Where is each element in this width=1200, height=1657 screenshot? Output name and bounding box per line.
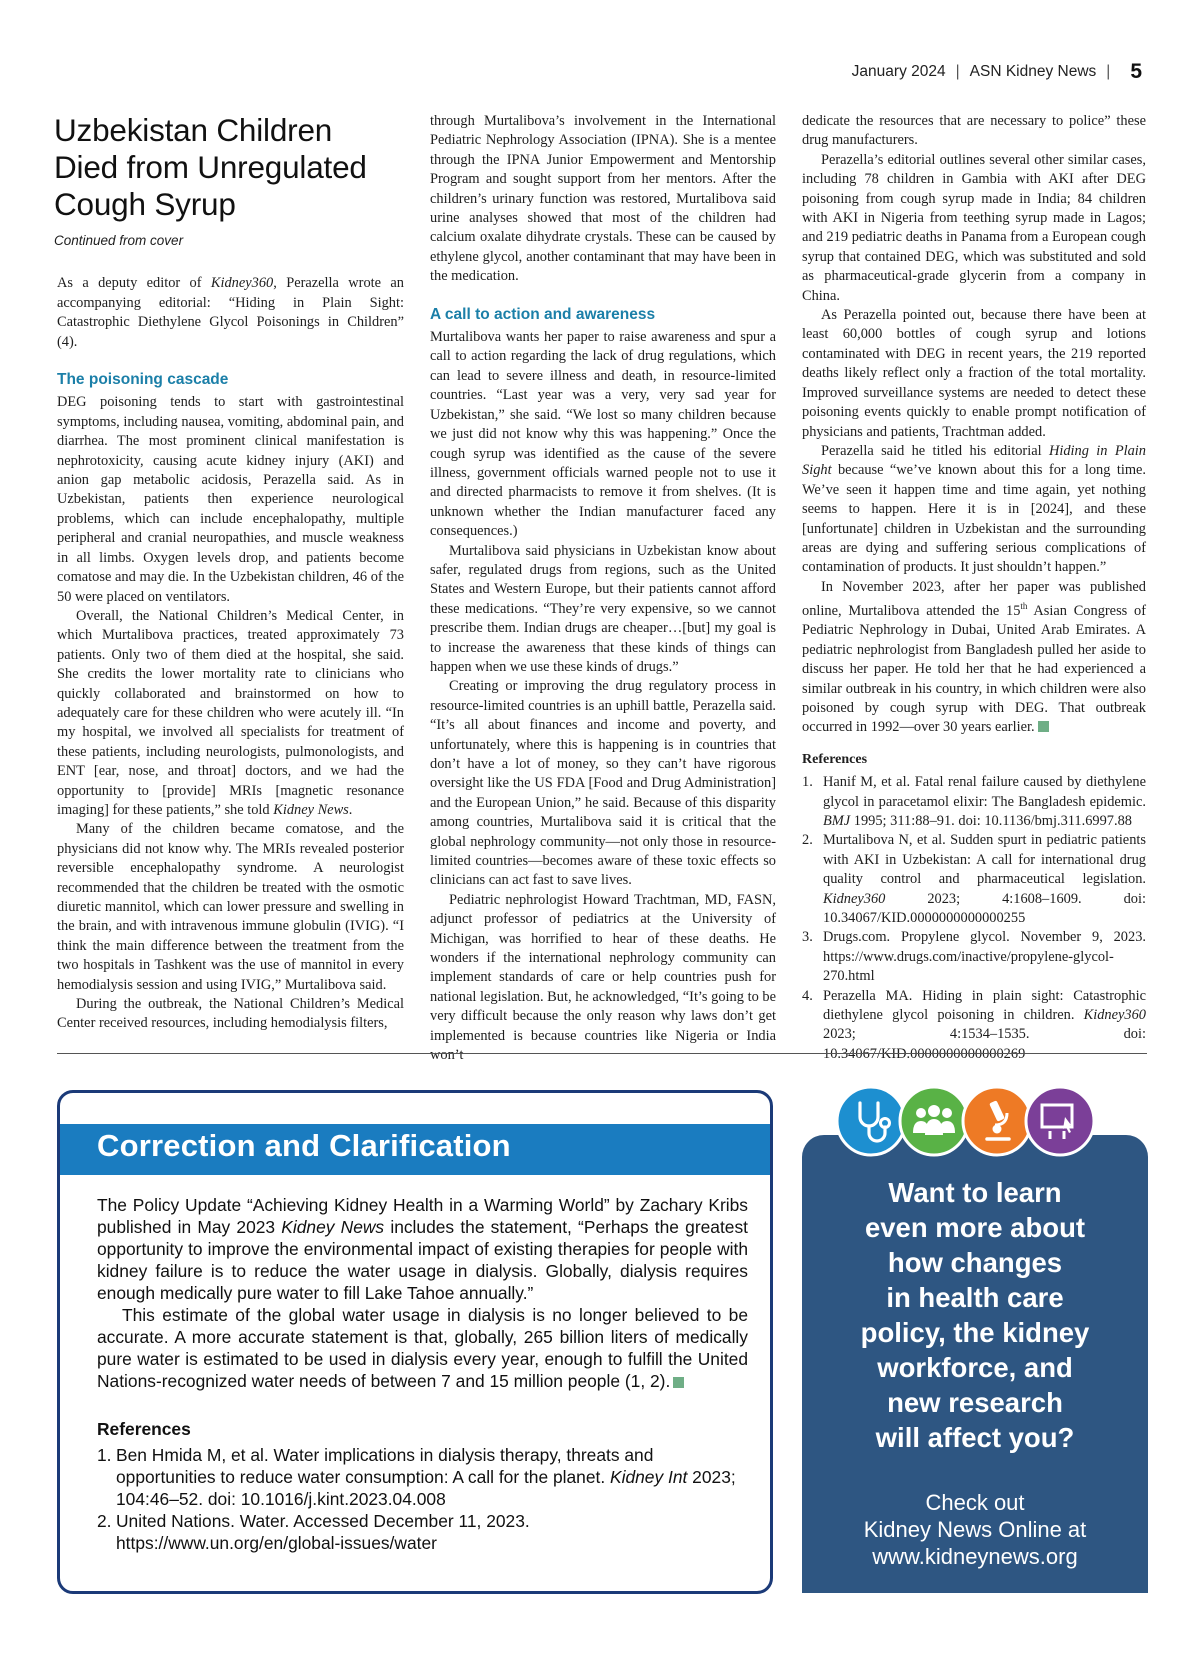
body-paragraph: Creating or improving the drug regulatory process in resource-limited countries is an uphill battle, Perazella said. “It’s all about finances and income and poverty, and unfortunately, where this is happening is in countries that don’t have a lot of money, so they can’t have rigorous oversight like the US FDA [Food and Drug Administration] and the European Union,” he said. Because of this disparity among countries, Murtalibova said it is critical that the global nephrology community—not only those in resource-limited countries—becomes aware of these toxic effects so clinicians can act fast to save lives. bbox=[430, 678, 776, 889]
reference-item: 1. Ben Hmida M, et al. Water implications in dialysis therapy, threats and opportunities to reduce water consumption: A call for the planet. Kidney Int 2023; 104:46–52. doi: 10.1016/j.kint.2023.04.008 bbox=[97, 1445, 736, 1509]
reference-item: 1. Hanif M, et al. Fatal renal failure caused by diethylene glycol in paracetamol elixir: The Bangladesh epidemic. BMJ 1995; 311:88–91. doi: 10.1136/bmj.311.6997.88 bbox=[802, 774, 1146, 830]
section-divider bbox=[57, 1053, 1147, 1054]
body-paragraph: DEG poisoning tends to start with gastrointestinal symptoms, including nausea, vomiting, abdominal pain, and diarrhea. The most prominent clinical manifestation is nephrotoxicity, causing acute kidney injury (AKI) and anion gap metabolic acidosis, Perazella said. As in Uzbekistan, patients then experience neurological problems, which can include encephalopathy, multiple peripheral and cranial neuropathies, and muscle weakness in all limbs. Oxygen levels drop, and patients become comatose and may die. In the Uzbekistan children, 46 of the 50 were placed on ventilators. bbox=[57, 394, 404, 605]
intro-paragraph: As a deputy editor of Kidney360, Perazella wrote an accompanying editorial: “Hiding in Plain Sight: Catastrophic Diethylene Glycol Poisonings in Children” (4). bbox=[57, 275, 404, 350]
promo-question: Want to learn even more about how changes in health care policy, the kidney workforce, and new research will affect you? bbox=[860, 1177, 1090, 1453]
article-title: Uzbekistan Children Died from Unregulated Cough Syrup bbox=[54, 112, 367, 222]
reference-item: 3. Drugs.com. Propylene glycol. November 9, 2023. https://www.drugs.com/inactive/propylene-glycol-270.html bbox=[802, 929, 1146, 985]
reference-item: 2. Murtalibova N, et al. Sudden spurt in pediatric patients with AKI in Uzbekistan: A call for international drug quality control and pharmaceutical legislation. Kidney360 2023; 4:1608–1609. doi: 10.34067/KID.0000000000000255 bbox=[802, 832, 1146, 927]
section-heading-call-to-action: A call to action and awareness bbox=[430, 305, 656, 323]
promo-call-to-action: Check out Kidney News Online at www.kidneynews.org bbox=[802, 1489, 1148, 1570]
issue-date: January 2024 bbox=[851, 63, 946, 80]
correction-title: Correction and Clarification bbox=[97, 1128, 511, 1163]
continued-note: Continued from cover bbox=[54, 233, 184, 248]
references-heading: References bbox=[802, 751, 868, 767]
promo-text bbox=[802, 1175, 1148, 1570]
body-paragraph: In November 2023, after her paper was published online, Murtalibova attended the 15th Asian Congress of Pediatric Nephrology in Dubai, United Arab Emirates. A pediatric nephrologist from Bangladesh pulled her aside to discuss her paper. He told her that he had experienced a similar outbreak in his country, in which children were also poisoned by cough syrup with DEG. That outbreak occurred in 1992—over 30 years earlier. bbox=[802, 578, 1147, 736]
correction-paragraph: This estimate of the global water usage in dialysis is no longer believed to be accurate. A more accurate statement is that, globally, 265 billion liters of medically pure water is estimated to be used in dialysis every year, enough to fulfill the United Nations-recognized water needs of between 7 and 15 million people (1, 2). bbox=[97, 1305, 748, 1391]
header-separator: | bbox=[955, 63, 960, 80]
reference-item: 4. Perazella MA. Hiding in plain sight: Catastrophic diethylene glycol poisoning in children. Kidney360 2023; 4:1534–1535. doi: 10.34067/KID.0000000000000269 bbox=[802, 987, 1146, 1062]
page-number: 5 bbox=[1130, 60, 1142, 83]
body-paragraph: Perazella’s editorial outlines several other similar cases, including 78 children in Gambia with AKI after DEG poisoning from cough syrup made in India; 84 children with AKI in Nigeria from teething syrup made in Lagos; and 219 pediatric deaths in Panama from a European cough syrup that contained DEG, which was substituted and sold as pharmaceutical-grade glycerin from a company in China. bbox=[802, 151, 1146, 304]
editorial-title: Hiding in Plain Sight bbox=[802, 442, 1146, 479]
people-icon bbox=[900, 1087, 968, 1155]
correction-body bbox=[97, 1194, 748, 1554]
promo-icons bbox=[835, 1081, 1115, 1165]
correction-references-list bbox=[97, 1444, 748, 1554]
publication-name-inline: Kidney News bbox=[273, 801, 349, 818]
body-paragraph: As Perazella pointed out, because there have been at least 60,000 bottles of cough syrup and lotions contaminated with DEG in recent years, the 219 reported deaths likely reflect only a fraction of the total mortality. Improved surveillance systems are needed to detect these poisoning events quickly to enable prompt notification of physicians and patients, Trachtman added. bbox=[802, 307, 1146, 440]
publication-name: ASN Kidney News bbox=[969, 63, 1097, 80]
section-heading-poisoning-cascade: The poisoning cascade bbox=[57, 371, 229, 389]
article-column-2 bbox=[430, 112, 776, 1066]
body-paragraph: Murtalibova said physicians in Uzbekistan know about safer, regulated drugs from regions, such as the United States and Western Europe, but their patients cannot afford these medications. “They’re very expensive, so we cannot prescribe them. Indian drugs are cheaper…[but] my goal is to increase the awareness that these kinds of things can happen when we use these kinds of drugs.” bbox=[430, 542, 776, 675]
correction-box bbox=[57, 1090, 773, 1594]
microscope-icon bbox=[963, 1087, 1031, 1155]
journal-name: Kidney360 bbox=[210, 275, 274, 292]
reference-item: 2. United Nations. Water. Accessed December 11, 2023. https://www.un.org/en/global-issues/water bbox=[97, 1511, 530, 1553]
end-of-article-mark bbox=[1038, 721, 1049, 732]
body-paragraph: Perazella said he titled his editorial Hiding in Plain Sight because “we’ve known about this for a long time. We’ve seen it happen time and time again, yet nothing seems to happen. Here it is in [2024], and these [unfortunate] children in Uzbekistan and the surrounding areas are dying and suffering serious complications of contamination of products. It just shouldn’t happen.” bbox=[802, 442, 1146, 576]
body-paragraph: Many of the children became comatose, and the physicians did not know why. The MRIs revealed posterior reversible encephalopathy syndrome. A neurologist recommended that the children be treated with the osmotic diuretic mannitol, which can lower pressure and swelling in the brain, and with intravenous immune globulin (IVIG). “I think the main difference between the treatment from the two hospitals in Tashkent was the use of mannitol in every hemodialysis session and using IVIG,” Murtalibova said. bbox=[57, 821, 404, 993]
promo-link[interactable]: www.kidneynews.org bbox=[872, 1544, 1078, 1569]
header-separator: | bbox=[1106, 63, 1111, 80]
body-paragraph: During the outbreak, the National Children’s Medical Center received resources, including hemodialysis filters, bbox=[57, 996, 404, 1032]
body-paragraph: Overall, the National Children’s Medical Center, in which Murtalibova practices, treated approximately 73 patients. Only two of them died at the hospital, she said. She credits the lower mortality rate to clinicians who quickly collaborated and brainstormed on how to adequately care for these children who were acutely ill. “In my hospital, we involved all specialists for treatment of these patients, including neurologists, pulmonologists, and ENT [ear, nose, and throat] doctors, and we had the opportunity to [provide] MRIs [magnetic resonance imaging] for these patients,” she told Kidney News. bbox=[57, 607, 404, 818]
correction-paragraph: The Policy Update “Achieving Kidney Health in a Warming World” by Zachary Kribs published in May 2023 Kidney News includes the statement, “Perhaps the greatest opportunity to improve the environmental impact of existing therapies for people with kidney failure is to reduce the water usage in dialysis. Globally, dialysis requires enough medically pure water to fill Lake Tahoe annually.” bbox=[97, 1195, 749, 1303]
end-of-article-mark bbox=[673, 1377, 684, 1388]
publication-name-inline: Kidney News bbox=[281, 1217, 385, 1237]
body-paragraph: through Murtalibova’s involvement in the International Pediatric Nephrology Association (IPNA). She is a mentee through the IPNA Junior Empowerment and Mentorship Program and sought support from her mentors. After the children’s urinary function was restored, Murtalibova said urine analyses showed that most of the children had calcium oxalate dihydrate crystals. These can be caused by ethylene glycol, another contaminant that may have been in the medication. bbox=[430, 113, 776, 285]
article-column-3 bbox=[802, 112, 1146, 1064]
presentation-icon bbox=[1026, 1087, 1094, 1155]
body-paragraph: dedicate the resources that are necessary to police” these drug manufacturers. bbox=[802, 113, 1146, 149]
article-column-1 bbox=[54, 112, 404, 1034]
correction-references-heading: References bbox=[97, 1419, 191, 1439]
body-paragraph: Murtalibova wants her paper to raise awareness and spur a call to action regarding the lack of drug regulations, which can lead to severe illness and death, in resource-limited countries. “Last year was a very, very sad year for Uzbekistan,” she said. “We lost so many children because we just did not know why this was happening.” Once the cough syrup was identified as the cause of the severe illness, government officials warned people not to use it and directed pharmacists to remove it from shelves. (It is unknown whether the Indian manufacturer faced any consequences.) bbox=[430, 329, 776, 540]
references-list bbox=[802, 773, 1146, 1064]
body-paragraph: Pediatric nephrologist Howard Trachtman, MD, FASN, adjunct professor of pediatrics at the University of Michigan, was horrified to hear of these deaths. He wonders if the international nephrology community can implement standards of care or help countries push for national legislation. But, he acknowledged, “It’s going to be very difficult because the only reason why laws don’t get implemented is because countries like Nigeria or India won’t bbox=[430, 891, 776, 1064]
running-header bbox=[852, 60, 1142, 84]
stethoscope-icon bbox=[837, 1087, 905, 1155]
